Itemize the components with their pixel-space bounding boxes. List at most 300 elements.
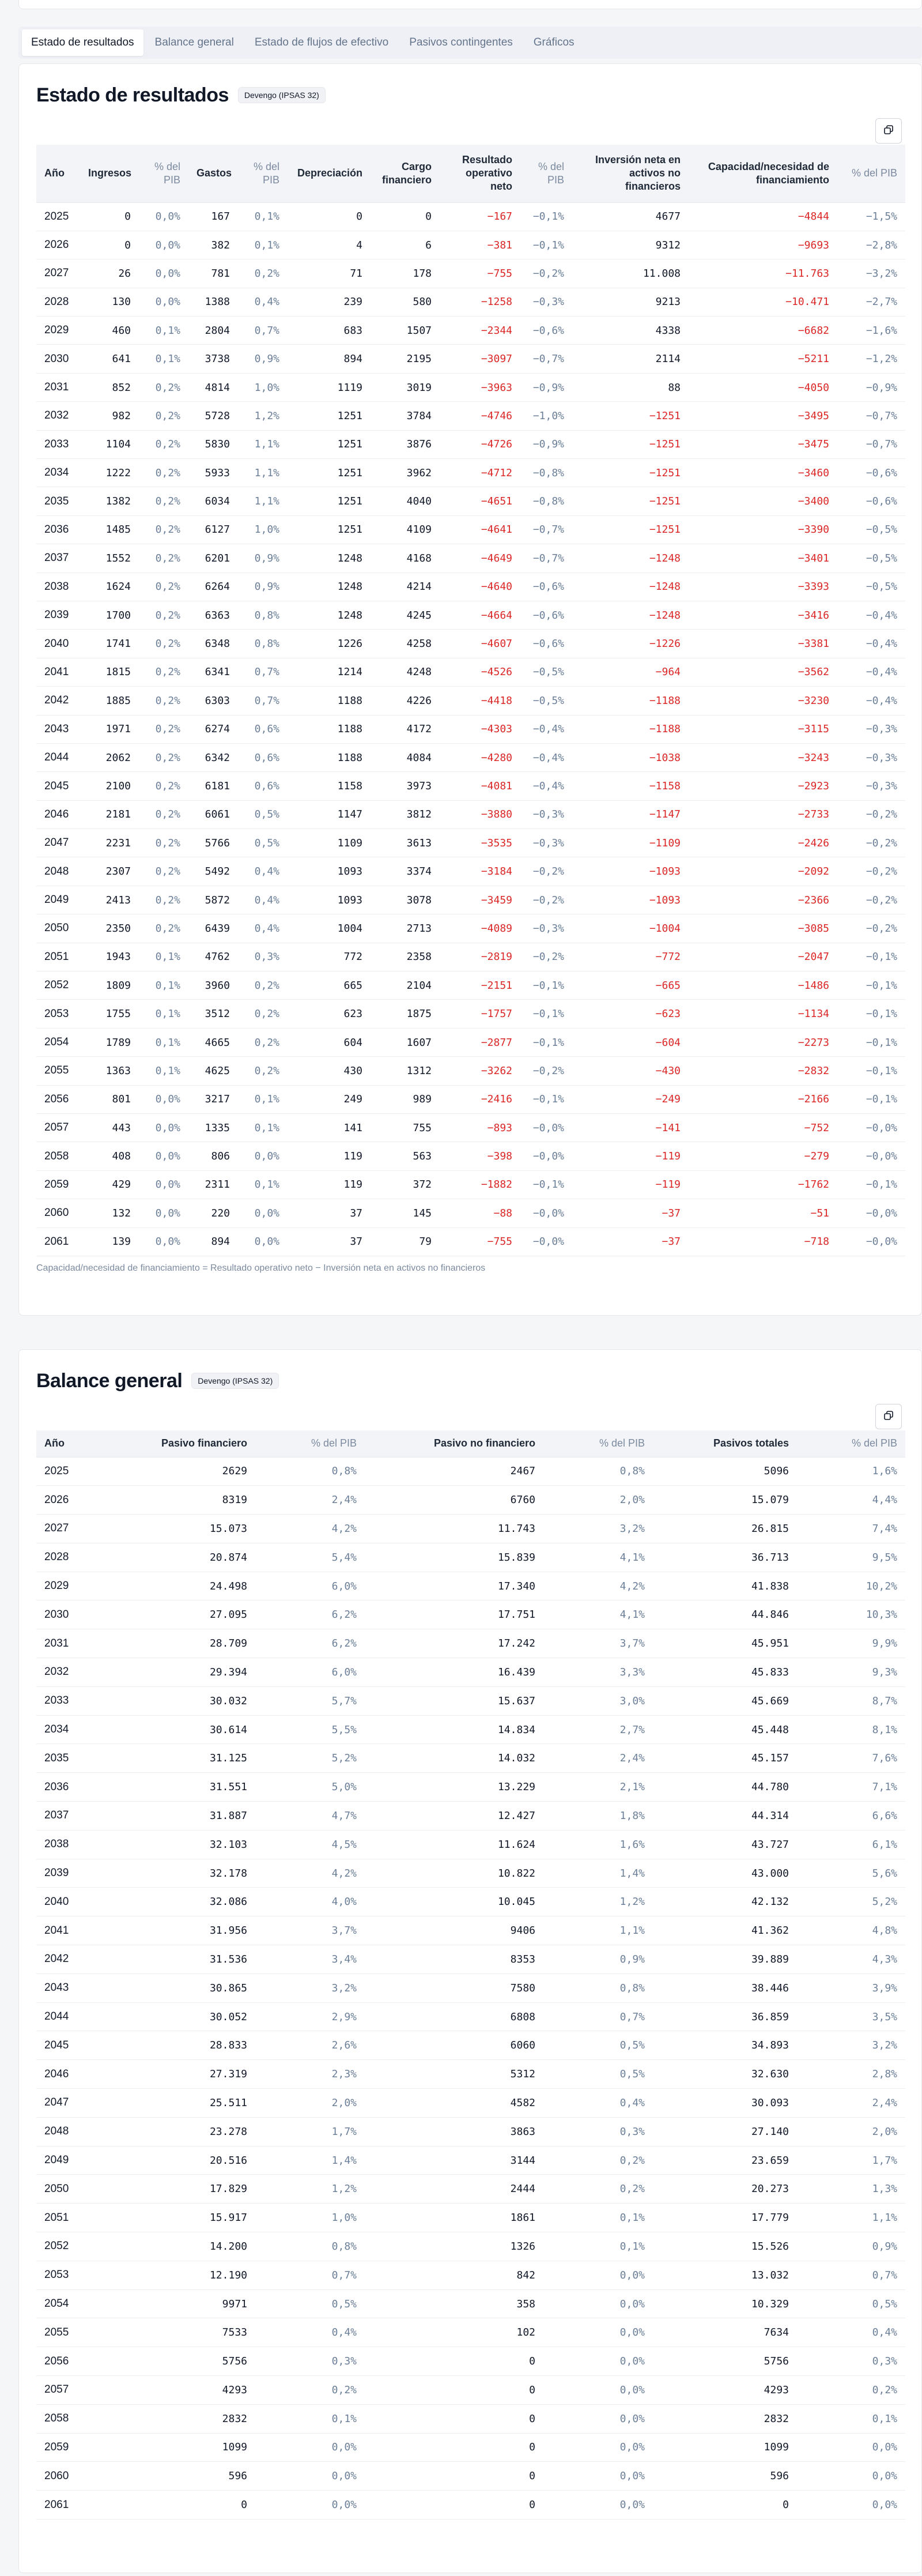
table-cell: 2,1% bbox=[543, 1773, 653, 1802]
table-cell: −0,1% bbox=[520, 1028, 572, 1056]
col-header[interactable]: % del PIB bbox=[543, 1430, 653, 1457]
table-cell: −0,1% bbox=[520, 971, 572, 1000]
year-cell: 2053 bbox=[36, 2261, 123, 2289]
table-cell: 119 bbox=[288, 1170, 371, 1199]
table-cell: 3738 bbox=[188, 345, 238, 373]
table-cell: 0 bbox=[288, 202, 371, 231]
table-cell: 0,2% bbox=[139, 573, 188, 601]
table-cell: 8,7% bbox=[797, 1686, 905, 1715]
col-header[interactable]: Año bbox=[36, 145, 80, 202]
table-cell: 6274 bbox=[188, 715, 238, 743]
table-cell: 0,1% bbox=[238, 202, 288, 231]
table-cell: −4418 bbox=[440, 687, 520, 715]
col-header[interactable]: Pasivo no financiero bbox=[365, 1430, 543, 1457]
col-header[interactable]: Pasivo financiero bbox=[123, 1430, 255, 1457]
table-cell: −0,2% bbox=[837, 829, 905, 857]
year-cell: 2054 bbox=[36, 2289, 123, 2318]
table-cell: −3115 bbox=[689, 715, 837, 743]
table-cell: 0 bbox=[365, 2347, 543, 2376]
table-cell: −3184 bbox=[440, 857, 520, 886]
table-cell: −4746 bbox=[440, 402, 520, 430]
table-row bbox=[36, 2404, 905, 2433]
table-row bbox=[36, 1859, 905, 1888]
table-row bbox=[36, 1658, 905, 1687]
col-header[interactable]: Gastos bbox=[188, 145, 238, 202]
table-cell: 0,1% bbox=[543, 2204, 653, 2232]
table-cell: 0,1% bbox=[139, 943, 188, 971]
table-cell: 2100 bbox=[80, 772, 139, 800]
table-cell: −0,3% bbox=[520, 800, 572, 828]
table-cell: −119 bbox=[572, 1142, 689, 1170]
table-cell: 4762 bbox=[188, 943, 238, 971]
table-cell: −0,1% bbox=[837, 1085, 905, 1113]
col-header[interactable]: % del PIB bbox=[520, 145, 572, 202]
table-cell: 0,2% bbox=[139, 772, 188, 800]
table-row bbox=[36, 2491, 905, 2519]
table-cell: 0 bbox=[365, 2491, 543, 2519]
table-cell: 0,8% bbox=[543, 1457, 653, 1486]
table-cell: 3078 bbox=[371, 886, 440, 914]
year-cell: 2034 bbox=[36, 459, 80, 487]
table-cell: 12.427 bbox=[365, 1802, 543, 1831]
table-cell: 0,0% bbox=[139, 1085, 188, 1113]
table-cell: 37 bbox=[288, 1199, 371, 1227]
table-cell: −4280 bbox=[440, 743, 520, 771]
table-cell: 894 bbox=[288, 345, 371, 373]
table-cell: 1,6% bbox=[797, 1457, 905, 1486]
table-cell: 0,4% bbox=[238, 886, 288, 914]
col-header[interactable]: Inversión neta en activos no financieros bbox=[572, 145, 689, 202]
table-cell: −1,2% bbox=[837, 345, 905, 373]
table-cell: 4,4% bbox=[797, 1486, 905, 1515]
table-cell: 6,6% bbox=[797, 1802, 905, 1831]
table-cell: −430 bbox=[572, 1057, 689, 1085]
table-row bbox=[36, 2204, 905, 2232]
table-cell: 4665 bbox=[188, 1028, 238, 1056]
table-cell: 2629 bbox=[123, 1457, 255, 1486]
col-header[interactable]: % del PIB bbox=[255, 1430, 365, 1457]
table-cell: −3401 bbox=[689, 544, 837, 573]
table-cell: 119 bbox=[288, 1142, 371, 1170]
table-cell: 772 bbox=[288, 943, 371, 971]
table-cell: 0,8% bbox=[543, 1974, 653, 2002]
year-cell: 2045 bbox=[36, 772, 80, 800]
table-cell: −5211 bbox=[689, 345, 837, 373]
table-cell: 15.073 bbox=[123, 1515, 255, 1543]
table-cell: −3,2% bbox=[837, 259, 905, 288]
copy-button[interactable] bbox=[875, 118, 902, 144]
table-cell: 1188 bbox=[288, 687, 371, 715]
year-cell: 2032 bbox=[36, 1658, 123, 1687]
table-cell: −2923 bbox=[689, 772, 837, 800]
table-cell: 88 bbox=[572, 373, 689, 401]
table-row bbox=[36, 2261, 905, 2289]
table-cell: 3,5% bbox=[797, 2002, 905, 2031]
table-row bbox=[36, 2002, 905, 2031]
table-cell: 0,0% bbox=[543, 2462, 653, 2491]
table-cell: 0,2% bbox=[139, 914, 188, 943]
table-cell: 45.833 bbox=[653, 1658, 797, 1687]
table-cell: −3243 bbox=[689, 743, 837, 771]
table-cell: 1861 bbox=[365, 2204, 543, 2232]
table-cell: 1,1% bbox=[238, 459, 288, 487]
col-header[interactable]: % del PIB bbox=[797, 1430, 905, 1457]
table-cell: 43.000 bbox=[653, 1859, 797, 1888]
year-cell: 2028 bbox=[36, 288, 80, 316]
table-row bbox=[36, 601, 905, 629]
table-cell: 0,8% bbox=[238, 601, 288, 629]
table-cell: 6342 bbox=[188, 743, 238, 771]
table-cell: 0,6% bbox=[238, 715, 288, 743]
table-cell: −755 bbox=[440, 259, 520, 288]
col-header[interactable]: % del PIB bbox=[139, 145, 188, 202]
table-cell: 8319 bbox=[123, 1486, 255, 1515]
table-row bbox=[36, 1057, 905, 1085]
table-cell: 1335 bbox=[188, 1114, 238, 1142]
col-header[interactable]: % del PIB bbox=[238, 145, 288, 202]
table-cell: 0,9% bbox=[238, 573, 288, 601]
col-header[interactable]: Cargo financiero bbox=[371, 145, 440, 202]
table-cell: −0,2% bbox=[520, 857, 572, 886]
table-cell: 6341 bbox=[188, 658, 238, 686]
table-row bbox=[36, 2347, 905, 2376]
col-header[interactable]: % del PIB bbox=[837, 145, 905, 202]
table-cell: −0,4% bbox=[837, 687, 905, 715]
table-cell: 0,0% bbox=[238, 1142, 288, 1170]
table-cell: 2350 bbox=[80, 914, 139, 943]
table-cell: −0,7% bbox=[520, 345, 572, 373]
table-cell: 0,0% bbox=[797, 2462, 905, 2491]
table-cell: 6 bbox=[371, 231, 440, 259]
table-row bbox=[36, 658, 905, 686]
table-cell: −2,7% bbox=[837, 288, 905, 316]
table-cell: 10.822 bbox=[365, 1859, 543, 1888]
table-cell: 806 bbox=[188, 1142, 238, 1170]
table-cell: −964 bbox=[572, 658, 689, 686]
table-cell: 1,3% bbox=[797, 2175, 905, 2204]
table-cell: 1,7% bbox=[255, 2117, 365, 2146]
table-cell: 1755 bbox=[80, 1000, 139, 1028]
table-cell: 10,3% bbox=[797, 1600, 905, 1629]
table-cell: 0,7% bbox=[543, 2002, 653, 2031]
year-cell: 2059 bbox=[36, 2433, 123, 2462]
table-row bbox=[36, 1916, 905, 1945]
table-cell: 1093 bbox=[288, 857, 371, 886]
table-cell: 9406 bbox=[365, 1916, 543, 1945]
table-cell: 2307 bbox=[80, 857, 139, 886]
table-cell: −755 bbox=[440, 1227, 520, 1256]
table-cell: 596 bbox=[123, 2462, 255, 2491]
table-cell: 2804 bbox=[188, 317, 238, 345]
year-cell: 2038 bbox=[36, 573, 80, 601]
table-row bbox=[36, 2031, 905, 2060]
col-header[interactable]: Ingresos bbox=[80, 145, 139, 202]
table-row bbox=[36, 1457, 905, 1486]
table-cell: 3512 bbox=[188, 1000, 238, 1028]
table-cell: 4040 bbox=[371, 487, 440, 515]
table-cell: 4293 bbox=[123, 2376, 255, 2405]
table-cell: 20.273 bbox=[653, 2175, 797, 2204]
year-cell: 2052 bbox=[36, 2232, 123, 2261]
year-cell: 2050 bbox=[36, 914, 80, 943]
table-cell: 31.956 bbox=[123, 1916, 255, 1945]
table-row bbox=[36, 402, 905, 430]
table-cell: 0,0% bbox=[255, 2462, 365, 2491]
table-cell: −718 bbox=[689, 1227, 837, 1256]
table-cell: 4582 bbox=[365, 2089, 543, 2118]
table-cell: −0,1% bbox=[520, 1170, 572, 1199]
year-cell: 2058 bbox=[36, 2404, 123, 2433]
table-cell: −0,8% bbox=[520, 459, 572, 487]
table-cell: 0,7% bbox=[255, 2261, 365, 2289]
table-row bbox=[36, 1085, 905, 1113]
year-cell: 2060 bbox=[36, 2462, 123, 2491]
table-cell: 0,0% bbox=[139, 1114, 188, 1142]
table-row bbox=[36, 459, 905, 487]
table-cell: 1363 bbox=[80, 1057, 139, 1085]
table-cell: 4258 bbox=[371, 630, 440, 658]
table-cell: 27.140 bbox=[653, 2117, 797, 2146]
year-cell: 2026 bbox=[36, 231, 80, 259]
table-cell: 5,2% bbox=[797, 1888, 905, 1916]
table-row bbox=[36, 573, 905, 601]
table-cell: 37 bbox=[288, 1227, 371, 1256]
table-row bbox=[36, 1572, 905, 1600]
table-cell: 1,6% bbox=[543, 1830, 653, 1859]
col-header[interactable]: Año bbox=[36, 1430, 123, 1457]
table-cell: 0,0% bbox=[543, 2347, 653, 2376]
table-row bbox=[36, 1199, 905, 1227]
table-cell: −3459 bbox=[440, 886, 520, 914]
table-cell: −10.471 bbox=[689, 288, 837, 316]
table-cell: −3400 bbox=[689, 487, 837, 515]
table-cell: −119 bbox=[572, 1170, 689, 1199]
table-cell: 0,1% bbox=[238, 1085, 288, 1113]
table-cell: 2,8% bbox=[797, 2060, 905, 2089]
table-cell: 0,5% bbox=[543, 2031, 653, 2060]
table-cell: 1,1% bbox=[238, 430, 288, 458]
col-header[interactable]: Resultado operativo neto bbox=[440, 145, 520, 202]
table-cell: 32.086 bbox=[123, 1888, 255, 1916]
table-cell: 4109 bbox=[371, 515, 440, 544]
table-cell: 563 bbox=[371, 1142, 440, 1170]
table-cell: 0,1% bbox=[543, 2232, 653, 2261]
table-cell: −0,2% bbox=[520, 1057, 572, 1085]
table-cell: 0,7% bbox=[238, 687, 288, 715]
table-cell: 0,0% bbox=[139, 1199, 188, 1227]
table-cell: 6181 bbox=[188, 772, 238, 800]
table-cell: −1188 bbox=[572, 715, 689, 743]
table-row bbox=[36, 886, 905, 914]
table-cell: −0,1% bbox=[837, 1057, 905, 1085]
table-cell: 6439 bbox=[188, 914, 238, 943]
table-cell: 4,2% bbox=[255, 1515, 365, 1543]
table-cell: 1147 bbox=[288, 800, 371, 828]
table-cell: 1099 bbox=[653, 2433, 797, 2462]
table-cell: −0,1% bbox=[520, 202, 572, 231]
table-cell: 0,1% bbox=[139, 1057, 188, 1085]
table-cell: 1004 bbox=[288, 914, 371, 943]
table-cell: 0,5% bbox=[543, 2060, 653, 2089]
table-cell: 9971 bbox=[123, 2289, 255, 2318]
year-cell: 2048 bbox=[36, 2117, 123, 2146]
table-cell: 1,2% bbox=[543, 1888, 653, 1916]
table-cell: 26 bbox=[80, 259, 139, 288]
table-cell: −0,2% bbox=[837, 857, 905, 886]
tab-estado-de-resultados[interactable]: Estado de resultados bbox=[22, 29, 143, 56]
table-cell: 27.319 bbox=[123, 2060, 255, 2089]
table-cell: −4607 bbox=[440, 630, 520, 658]
table-cell: 1119 bbox=[288, 373, 371, 401]
table-cell: 0,0% bbox=[543, 2261, 653, 2289]
table-cell: −3880 bbox=[440, 800, 520, 828]
table-cell: 1312 bbox=[371, 1057, 440, 1085]
table-cell: −2273 bbox=[689, 1028, 837, 1056]
table-cell: 23.659 bbox=[653, 2146, 797, 2175]
table-cell: 6,0% bbox=[255, 1658, 365, 1687]
table-cell: 0,7% bbox=[797, 2261, 905, 2289]
table-cell: 44.314 bbox=[653, 1802, 797, 1831]
table-row bbox=[36, 2146, 905, 2175]
table-cell: −3460 bbox=[689, 459, 837, 487]
table-row bbox=[36, 2433, 905, 2462]
year-cell: 2054 bbox=[36, 1028, 80, 1056]
table-cell: 0,2% bbox=[255, 2376, 365, 2405]
table-cell: 3962 bbox=[371, 459, 440, 487]
table-cell: 1,1% bbox=[797, 2204, 905, 2232]
table-cell: 4214 bbox=[371, 573, 440, 601]
table-cell: 5756 bbox=[123, 2347, 255, 2376]
table-row bbox=[36, 1773, 905, 1802]
table-row bbox=[36, 914, 905, 943]
table-cell: 0,1% bbox=[238, 1114, 288, 1142]
table-cell: −1251 bbox=[572, 430, 689, 458]
table-cell: 0,0% bbox=[543, 2376, 653, 2405]
table-cell: 0,0% bbox=[139, 1170, 188, 1199]
table-cell: −0,3% bbox=[520, 829, 572, 857]
table-cell: 0,7% bbox=[238, 658, 288, 686]
table-cell: 1552 bbox=[80, 544, 139, 573]
table-cell: 15.526 bbox=[653, 2232, 797, 2261]
table-cell: 11.008 bbox=[572, 259, 689, 288]
table-cell: 5,7% bbox=[255, 1686, 365, 1715]
table-cell: 2311 bbox=[188, 1170, 238, 1199]
table-cell: 4,8% bbox=[797, 1916, 905, 1945]
table-cell: 139 bbox=[80, 1227, 139, 1256]
table-cell: −4649 bbox=[440, 544, 520, 573]
col-header[interactable]: Depreciación bbox=[288, 145, 371, 202]
table-row bbox=[36, 515, 905, 544]
table-cell: 45.157 bbox=[653, 1744, 797, 1773]
year-cell: 2031 bbox=[36, 373, 80, 401]
table-cell: 2,3% bbox=[255, 2060, 365, 2089]
table-cell: −0,7% bbox=[520, 515, 572, 544]
table-cell: −0,0% bbox=[837, 1227, 905, 1256]
table-cell: −381 bbox=[440, 231, 520, 259]
table-cell: 0,2% bbox=[238, 1000, 288, 1028]
table-cell: 8,1% bbox=[797, 1715, 905, 1744]
year-cell: 2037 bbox=[36, 1802, 123, 1831]
table-cell: 5933 bbox=[188, 459, 238, 487]
table-cell: 1485 bbox=[80, 515, 139, 544]
table-cell: 4338 bbox=[572, 317, 689, 345]
table-cell: 24.498 bbox=[123, 1572, 255, 1600]
tab-graficos[interactable]: Gráficos bbox=[533, 36, 575, 48]
table-cell: 1248 bbox=[288, 544, 371, 573]
table-cell: 1,0% bbox=[238, 515, 288, 544]
table-cell: −2832 bbox=[689, 1057, 837, 1085]
table-cell: −0,6% bbox=[520, 317, 572, 345]
table-cell: 2413 bbox=[80, 886, 139, 914]
table-cell: 1624 bbox=[80, 573, 139, 601]
table-cell: 6303 bbox=[188, 687, 238, 715]
tab-flujos-de-efectivo[interactable]: Estado de flujos de efectivo bbox=[254, 36, 389, 48]
table-cell: −0,4% bbox=[837, 601, 905, 629]
year-cell: 2040 bbox=[36, 630, 80, 658]
table-cell: −1258 bbox=[440, 288, 520, 316]
col-header[interactable]: Pasivos totales bbox=[653, 1430, 797, 1457]
year-cell: 2044 bbox=[36, 2002, 123, 2031]
table-cell: 26.815 bbox=[653, 1515, 797, 1543]
table-cell: −0,0% bbox=[837, 1199, 905, 1227]
table-cell: 1214 bbox=[288, 658, 371, 686]
tab-pasivos-contingentes[interactable]: Pasivos contingentes bbox=[409, 36, 513, 48]
table-cell: 3876 bbox=[371, 430, 440, 458]
table-cell: 665 bbox=[288, 971, 371, 1000]
table-cell: 1,4% bbox=[255, 2146, 365, 2175]
col-header[interactable]: Capacidad/necesidad de financiamiento bbox=[689, 145, 837, 202]
table-cell: 0,2% bbox=[139, 487, 188, 515]
table-cell: 3613 bbox=[371, 829, 440, 857]
year-cell: 2041 bbox=[36, 658, 80, 686]
table-row bbox=[36, 1744, 905, 1773]
table-cell: 6127 bbox=[188, 515, 238, 544]
table-cell: 0 bbox=[653, 2491, 797, 2519]
table-cell: −0,2% bbox=[837, 914, 905, 943]
table-cell: 239 bbox=[288, 288, 371, 316]
table-cell: −0,1% bbox=[837, 1028, 905, 1056]
table-cell: −623 bbox=[572, 1000, 689, 1028]
table-cell: 0,9% bbox=[543, 1945, 653, 1974]
table-row bbox=[36, 1486, 905, 1515]
copy-button[interactable] bbox=[875, 1404, 902, 1429]
table-cell: 167 bbox=[188, 202, 238, 231]
tab-balance-general[interactable]: Balance general bbox=[154, 36, 234, 48]
previous-card-bottom bbox=[18, 0, 922, 9]
table-cell: 32.630 bbox=[653, 2060, 797, 2089]
table-cell: 0,2% bbox=[139, 687, 188, 715]
table-cell: 0,0% bbox=[255, 2433, 365, 2462]
table-row bbox=[36, 1629, 905, 1658]
table-cell: 4814 bbox=[188, 373, 238, 401]
table-cell: −88 bbox=[440, 1199, 520, 1227]
table-row bbox=[36, 2089, 905, 2118]
table-cell: 2,0% bbox=[255, 2089, 365, 2118]
table-cell: 0,1% bbox=[139, 971, 188, 1000]
table-cell: −6682 bbox=[689, 317, 837, 345]
table-cell: 0,0% bbox=[139, 1227, 188, 1256]
table-cell: 5492 bbox=[188, 857, 238, 886]
table-cell: 41.362 bbox=[653, 1916, 797, 1945]
table-cell: 15.637 bbox=[365, 1686, 543, 1715]
table-cell: 0,8% bbox=[255, 2232, 365, 2261]
table-row bbox=[36, 772, 905, 800]
table-cell: 23.278 bbox=[123, 2117, 255, 2146]
table-cell: −0,4% bbox=[837, 658, 905, 686]
year-cell: 2035 bbox=[36, 487, 80, 515]
table-cell: 15.917 bbox=[123, 2204, 255, 2232]
table-cell: 0,2% bbox=[543, 2146, 653, 2175]
